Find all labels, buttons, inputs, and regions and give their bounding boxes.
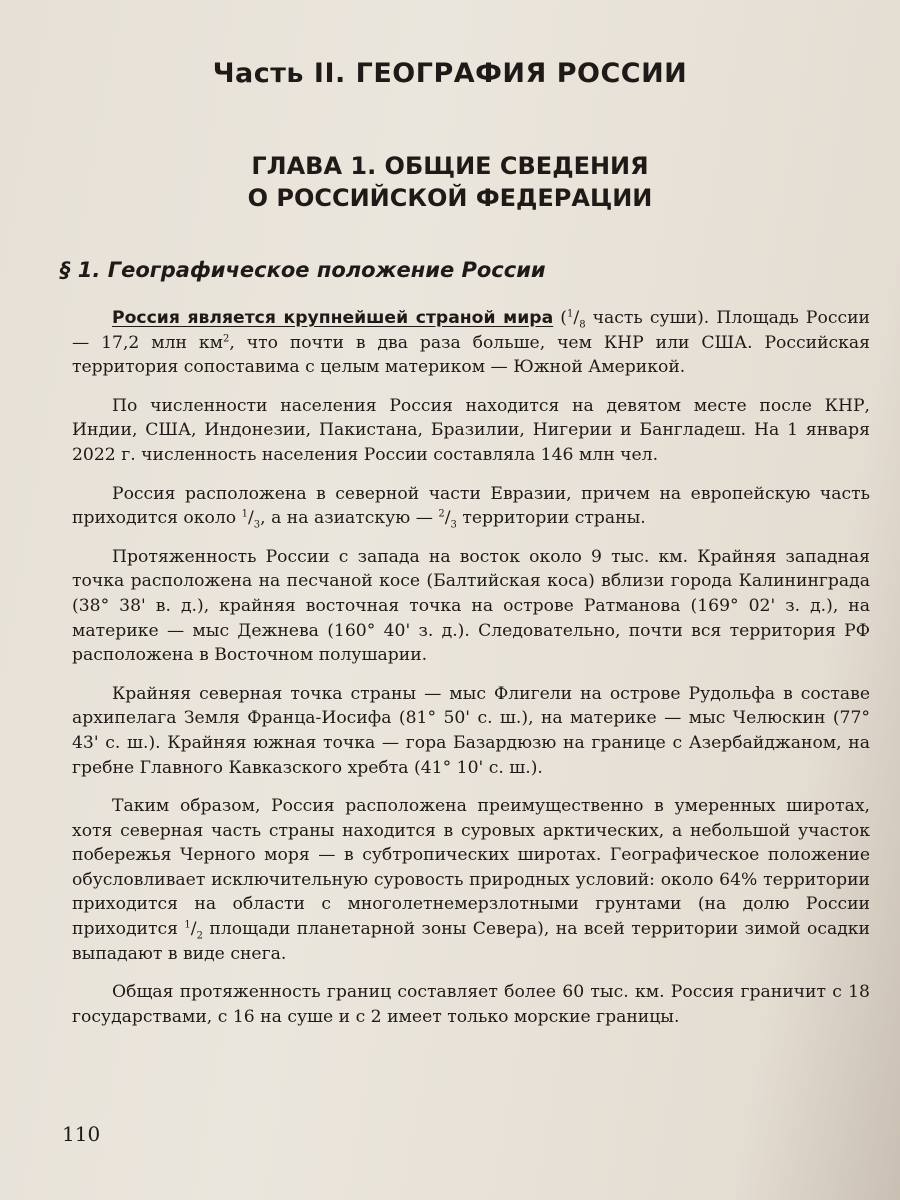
- page-number: 110: [62, 1122, 101, 1146]
- body-text: [72, 306, 870, 1043]
- section-title: § 1. Географическое положение России: [60, 258, 546, 282]
- paragraph-4: Протяженность России с запада на восток около 9 тыс. км. Крайняя западная точка расположена на песчаной косе (Балтийская коса) вблизи города Калининграда (38° 38' в. д.), крайняя восточная точка на острове Ратманова (169° 02' з. д.), на материке — мыс Дежнева (160° 40' з. д.). Следовательно, почти вся территория РФ расположена в Восточном полушарии.: [72, 546, 870, 666]
- paragraph-1: Россия является крупнейшей страной мира ($^1/_8$ часть суши). Площадь России — 17,2 млн $км^2$, что почти в два раза больше, чем КНР или США. Российская территория сопоставима с целым материком — Южной Америкой.: [72, 308, 871, 378]
- paragraph-6: Таким образом, Россия расположена преимущественно в умеренных широтах, хотя северная часть страны находится в суровых арктических, а небольшой участок побережья Черного моря — в субтропических широтах. Географическое положение обусловливает исключительную суровость природных условий: около 64% территории приходится на области с многолетнемерзлотными грунтами (на долю России приходится $^1/_2$ площади планетарной зоны Севера), на всей территории зимой осадки выпадают в виде снега.: [72, 796, 870, 964]
- paragraph-3: Россия расположена в северной части Евразии, причем на европейскую часть приходится около $^1/_3$, а на азиатскую — $^2/_3$ территории страны.: [72, 483, 870, 531]
- chapter-title-line2: О РОССИЙСКОЙ ФЕДЕРАЦИИ: [247, 184, 653, 212]
- part-title: Часть II. ГЕОГРАФИЯ РОССИИ: [212, 58, 688, 89]
- chapter-title-line1: ГЛАВА 1. ОБЩИЕ СВЕДЕНИЯ: [251, 152, 649, 180]
- chapter-title: [0, 150, 900, 214]
- paragraph-2: По численности населения Россия находится на девятом месте после КНР, Индии, США, Индонезии, Пакистана, Бразилии, Нигерии и Бангладеш. На 1 января 2022 г. численность населения России составляла 146 млн чел.: [72, 395, 870, 465]
- key-phrase: Россия является крупнейшей страной мира: [112, 308, 554, 328]
- paragraph-5: Крайняя северная точка страны — мыс Флигели на острове Рудольфа в составе архипелага Земля Франца-Иосифа (81° 50' с. ш.), на материке — мыс Челюскин (77° 43' с. ш.). Крайняя южная точка — гора Базардюзю на границе с Азербайджаном, на гребне Главного Кавказского хребта (41° 10' с. ш.).: [72, 683, 870, 778]
- paragraph-7: Общая протяженность границ составляет более 60 тыс. км. Россия граничит с 18 государствами, с 16 на суше и с 2 имеет только морские границы.: [72, 982, 870, 1027]
